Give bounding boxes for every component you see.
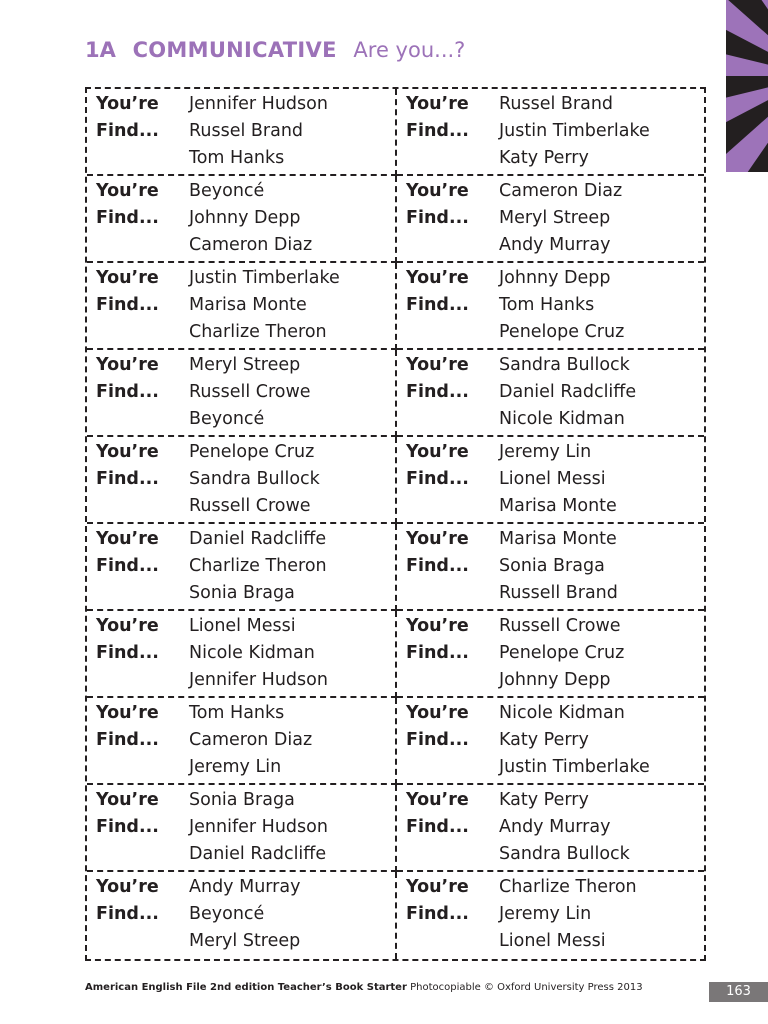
card-line (96, 205, 301, 232)
role-card (87, 524, 397, 611)
celebrity-to-find: Sonia Braga (499, 556, 605, 576)
you-are-label: You’re (406, 442, 469, 462)
find-label: Find... (406, 730, 469, 750)
role-card (397, 524, 704, 611)
role-card (397, 611, 704, 698)
card-line (96, 667, 328, 694)
you-are-label: You’re (406, 181, 469, 201)
celebrity-to-find: Marisa Monte (189, 295, 307, 315)
celebrity-to-find: Lionel Messi (499, 469, 606, 489)
assigned-celebrity: Jennifer Hudson (189, 94, 328, 114)
role-card (397, 785, 704, 872)
celebrity-to-find: Charlize Theron (189, 556, 327, 576)
assigned-celebrity: Andy Murray (189, 877, 301, 897)
celebrity-to-find: Katy Perry (499, 148, 589, 168)
celebrity-to-find: Beyoncé (189, 409, 265, 429)
card-line (406, 466, 606, 493)
celebrity-to-find: Tom Hanks (499, 295, 595, 315)
card-line (406, 439, 591, 466)
card-line (406, 700, 625, 727)
celebrity-to-find: Cameron Diaz (189, 730, 313, 750)
card-line (96, 841, 326, 868)
assigned-celebrity: Charlize Theron (499, 877, 637, 897)
celebrity-to-find: Meryl Streep (499, 208, 611, 228)
role-card (397, 698, 704, 785)
card-line (406, 841, 630, 868)
celebrity-to-find: Nicole Kidman (499, 409, 625, 429)
card-line (96, 232, 312, 259)
celebrity-to-find: Charlize Theron (189, 322, 327, 342)
you-are-label: You’re (406, 616, 469, 636)
card-line (406, 874, 637, 901)
card-line (96, 439, 314, 466)
find-label: Find... (406, 382, 469, 402)
find-label: Find... (406, 817, 469, 837)
celebrity-to-find: Jeremy Lin (189, 757, 282, 777)
find-label: Find... (406, 469, 469, 489)
card-line (406, 640, 624, 667)
footer-book-title: American English File 2nd edition Teacher’s Book Starter (85, 982, 407, 993)
celebrity-to-find: Johnny Depp (499, 670, 611, 690)
find-label: Find... (96, 643, 159, 663)
find-label: Find... (406, 295, 469, 315)
role-card (397, 89, 704, 176)
card-line (406, 727, 589, 754)
you-are-label: You’re (96, 181, 159, 201)
celebrity-to-find: Marisa Monte (499, 496, 617, 516)
card-line (406, 580, 618, 607)
find-label: Find... (96, 295, 159, 315)
celebrity-to-find: Penelope Cruz (499, 322, 625, 342)
find-label: Find... (96, 730, 159, 750)
card-line (406, 406, 625, 433)
celebrity-to-find: Nicole Kidman (189, 643, 315, 663)
section-label: COMMUNICATIVE (132, 38, 337, 62)
celebrity-to-find: Tom Hanks (189, 148, 285, 168)
card-line (96, 352, 300, 379)
card-line (406, 205, 610, 232)
card-line (406, 901, 591, 928)
celebrity-to-find: Andy Murray (499, 817, 611, 837)
you-are-label: You’re (406, 703, 469, 723)
assigned-celebrity: Sonia Braga (189, 790, 295, 810)
celebrity-to-find: Sandra Bullock (499, 844, 630, 864)
card-line (96, 145, 284, 172)
celebrity-to-find: Jennifer Hudson (189, 817, 328, 837)
card-line (96, 406, 264, 433)
find-label: Find... (96, 904, 159, 924)
role-card (397, 176, 704, 263)
assigned-celebrity: Sandra Bullock (499, 355, 630, 375)
card-line (406, 814, 610, 841)
celebrity-to-find: Justin Timberlake (499, 757, 650, 777)
celebrity-to-find: Russell Crowe (189, 382, 311, 402)
assigned-celebrity: Katy Perry (499, 790, 589, 810)
card-line (406, 379, 636, 406)
card-line (96, 526, 326, 553)
card-line (406, 787, 589, 814)
you-are-label: You’re (96, 529, 159, 549)
footer-copyright: Photocopiable © Oxford University Press 2013 (410, 982, 643, 993)
you-are-label: You’re (406, 268, 469, 288)
role-card-grid (85, 87, 706, 961)
assigned-celebrity: Beyoncé (189, 181, 265, 201)
card-line (96, 640, 315, 667)
celebrity-to-find: Katy Perry (499, 730, 589, 750)
footer (85, 981, 643, 995)
unit-code: 1A (85, 38, 116, 62)
card-line (96, 118, 303, 145)
role-card (87, 437, 397, 524)
role-card (397, 437, 704, 524)
card-line (96, 928, 300, 955)
role-card (87, 350, 397, 437)
card-line (96, 901, 264, 928)
card-line (96, 580, 295, 607)
assigned-celebrity: Nicole Kidman (499, 703, 625, 723)
card-line (406, 667, 611, 694)
role-card (87, 176, 397, 263)
assigned-celebrity: Marisa Monte (499, 529, 617, 549)
find-label: Find... (406, 208, 469, 228)
you-are-label: You’re (406, 790, 469, 810)
you-are-label: You’re (406, 94, 469, 114)
you-are-label: You’re (96, 268, 159, 288)
card-line (406, 526, 617, 553)
card-line (96, 787, 295, 814)
celebrity-to-find: Sonia Braga (189, 583, 295, 603)
card-line (406, 493, 617, 520)
celebrity-to-find: Russel Brand (189, 121, 304, 141)
card-line (406, 145, 589, 172)
card-line (96, 379, 311, 406)
you-are-label: You’re (96, 94, 159, 114)
assigned-celebrity: Jeremy Lin (499, 442, 592, 462)
assigned-celebrity: Meryl Streep (189, 355, 301, 375)
celebrity-to-find: Cameron Diaz (189, 235, 313, 255)
card-line (406, 118, 650, 145)
celebrity-to-find: Justin Timberlake (499, 121, 650, 141)
role-card (87, 698, 397, 785)
assigned-celebrity: Johnny Depp (499, 268, 611, 288)
celebrity-to-find: Johnny Depp (189, 208, 301, 228)
page-number: 163 (709, 982, 768, 1002)
celebrity-to-find: Beyoncé (189, 904, 265, 924)
you-are-label: You’re (406, 877, 469, 897)
card-line (96, 466, 320, 493)
find-label: Find... (406, 121, 469, 141)
card-line (96, 493, 311, 520)
role-card (87, 785, 397, 872)
celebrity-to-find: Daniel Radcliffe (499, 382, 637, 402)
find-label: Find... (96, 382, 159, 402)
card-line (406, 928, 606, 955)
card-line (96, 613, 296, 640)
card-line (406, 553, 605, 580)
assigned-celebrity: Justin Timberlake (189, 268, 340, 288)
card-line (406, 319, 624, 346)
corner-sunburst-decoration (726, 0, 768, 172)
find-label: Find... (406, 556, 469, 576)
card-line (96, 874, 300, 901)
card-line (406, 754, 650, 781)
card-line (96, 91, 328, 118)
you-are-label: You’re (96, 355, 159, 375)
role-card (397, 263, 704, 350)
celebrity-to-find: Sandra Bullock (189, 469, 320, 489)
find-label: Find... (96, 121, 159, 141)
celebrity-to-find: Daniel Radcliffe (189, 844, 327, 864)
card-line (96, 754, 281, 781)
card-line (406, 178, 622, 205)
you-are-label: You’re (406, 529, 469, 549)
find-label: Find... (406, 904, 469, 924)
find-label: Find... (96, 208, 159, 228)
find-label: Find... (96, 817, 159, 837)
card-line (96, 553, 327, 580)
celebrity-to-find: Russell Crowe (189, 496, 311, 516)
activity-title: Are you...? (353, 38, 466, 62)
assigned-celebrity: Tom Hanks (189, 703, 285, 723)
celebrity-to-find: Jeremy Lin (499, 904, 592, 924)
card-line (96, 814, 328, 841)
assigned-celebrity: Penelope Cruz (189, 442, 315, 462)
celebrity-to-find: Russell Brand (499, 583, 618, 603)
role-card (397, 872, 704, 959)
celebrity-to-find: Penelope Cruz (499, 643, 625, 663)
you-are-label: You’re (406, 355, 469, 375)
card-line (96, 178, 264, 205)
you-are-label: You’re (96, 616, 159, 636)
you-are-label: You’re (96, 790, 159, 810)
role-card (87, 611, 397, 698)
assigned-celebrity: Daniel Radcliffe (189, 529, 327, 549)
find-label: Find... (406, 643, 469, 663)
card-line (406, 613, 621, 640)
role-card (87, 89, 397, 176)
card-line (406, 292, 594, 319)
find-label: Find... (96, 556, 159, 576)
celebrity-to-find: Meryl Streep (189, 931, 301, 951)
card-line (406, 352, 630, 379)
celebrity-to-find: Andy Murray (499, 235, 611, 255)
card-line (96, 700, 284, 727)
card-line (96, 319, 327, 346)
celebrity-to-find: Jennifer Hudson (189, 670, 328, 690)
card-line (96, 292, 307, 319)
card-line (406, 91, 613, 118)
you-are-label: You’re (96, 703, 159, 723)
celebrity-to-find: Lionel Messi (499, 931, 606, 951)
card-line (96, 265, 340, 292)
worksheet-heading (85, 36, 465, 64)
you-are-label: You’re (96, 877, 159, 897)
assigned-celebrity: Lionel Messi (189, 616, 296, 636)
role-card (397, 350, 704, 437)
role-card (87, 263, 397, 350)
card-line (406, 232, 610, 259)
you-are-label: You’re (96, 442, 159, 462)
assigned-celebrity: Cameron Diaz (499, 181, 623, 201)
role-card (87, 872, 397, 959)
assigned-celebrity: Russell Crowe (499, 616, 621, 636)
assigned-celebrity: Russel Brand (499, 94, 614, 114)
find-label: Find... (96, 469, 159, 489)
card-line (406, 265, 611, 292)
card-line (96, 727, 312, 754)
